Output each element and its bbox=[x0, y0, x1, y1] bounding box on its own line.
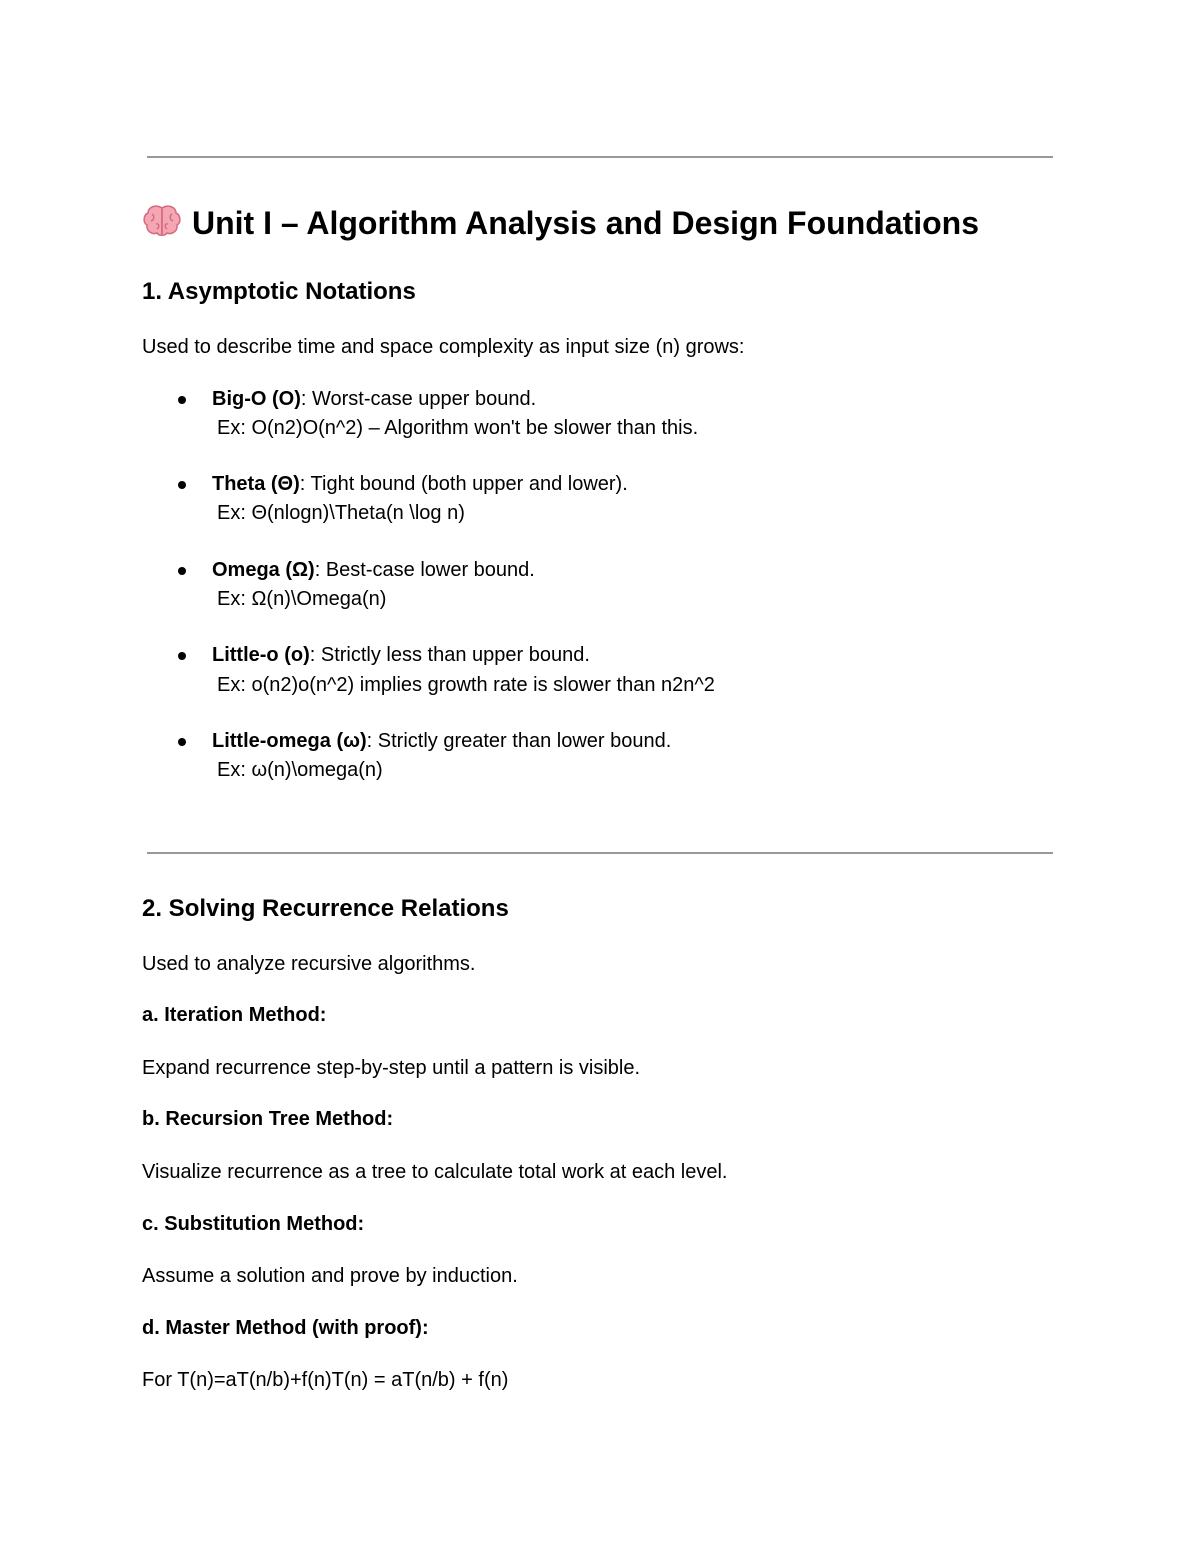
unit-title bbox=[142, 204, 979, 242]
notation-term: Theta (Θ) bbox=[212, 473, 300, 495]
master-heading: d. Master Method (with proof): bbox=[142, 1317, 429, 1339]
section-divider bbox=[147, 852, 1053, 854]
notation-desc: : Tight bound (both upper and lower). bbox=[299, 473, 628, 495]
iteration-text: Expand recurrence step-by-step until a pattern is visible. bbox=[142, 1057, 641, 1079]
iteration-heading: a. Iteration Method: bbox=[142, 1004, 327, 1026]
section2-intro: Used to analyze recursive algorithms. bbox=[142, 953, 476, 975]
section2-heading: 2. Solving Recurrence Relations bbox=[142, 895, 509, 922]
recursion-tree-text: Visualize recurrence as a tree to calculate total work at each level. bbox=[142, 1161, 728, 1183]
bullet-icon bbox=[178, 481, 186, 489]
bullet-icon bbox=[178, 652, 186, 660]
list-item bbox=[212, 730, 671, 753]
notation-term: Omega (Ω) bbox=[212, 559, 315, 581]
notation-desc: : Strictly less than upper bound. bbox=[309, 644, 590, 666]
recursion-tree-heading: b. Recursion Tree Method: bbox=[142, 1108, 394, 1130]
notation-example: Ex: Ω(n)\Omega(n) bbox=[217, 588, 387, 610]
bullet-icon bbox=[178, 738, 186, 746]
master-text: For T(n)=aT(n/b)+f(n)T(n) = aT(n/b) + f(n) bbox=[142, 1369, 509, 1391]
brain-icon bbox=[142, 204, 182, 238]
notation-example: Ex: o(n2)o(n^2) implies growth rate is slower than n2n^2 bbox=[217, 674, 715, 696]
unit-title-text: Unit I – Algorithm Analysis and Design Foundations bbox=[192, 205, 980, 241]
list-item bbox=[212, 388, 536, 411]
section1-intro: Used to describe time and space complexity as input size (n) grows: bbox=[142, 336, 745, 358]
top-divider bbox=[147, 156, 1053, 158]
list-item bbox=[212, 473, 628, 496]
section1-heading: 1. Asymptotic Notations bbox=[142, 278, 416, 305]
notation-term: Little-o (o) bbox=[212, 644, 310, 666]
list-item bbox=[212, 644, 590, 667]
notation-desc: : Strictly greater than lower bound. bbox=[366, 730, 672, 752]
notation-example: Ex: Θ(nlogn)\Theta(n \log n) bbox=[217, 502, 465, 524]
notation-desc: : Best-case lower bound. bbox=[314, 559, 535, 581]
list-item bbox=[212, 559, 535, 582]
substitution-heading: c. Substitution Method: bbox=[142, 1213, 365, 1235]
bullet-icon bbox=[178, 396, 186, 404]
bullet-icon bbox=[178, 567, 186, 575]
notation-example: Ex: ω(n)\omega(n) bbox=[217, 759, 383, 781]
notation-desc: : Worst-case upper bound. bbox=[300, 388, 537, 410]
substitution-text: Assume a solution and prove by induction. bbox=[142, 1265, 518, 1287]
notation-term: Little-omega (ω) bbox=[212, 730, 367, 752]
notation-example: Ex: O(n2)O(n^2) – Algorithm won't be slower than this. bbox=[217, 417, 699, 439]
notation-term: Big-O (O) bbox=[212, 388, 301, 410]
